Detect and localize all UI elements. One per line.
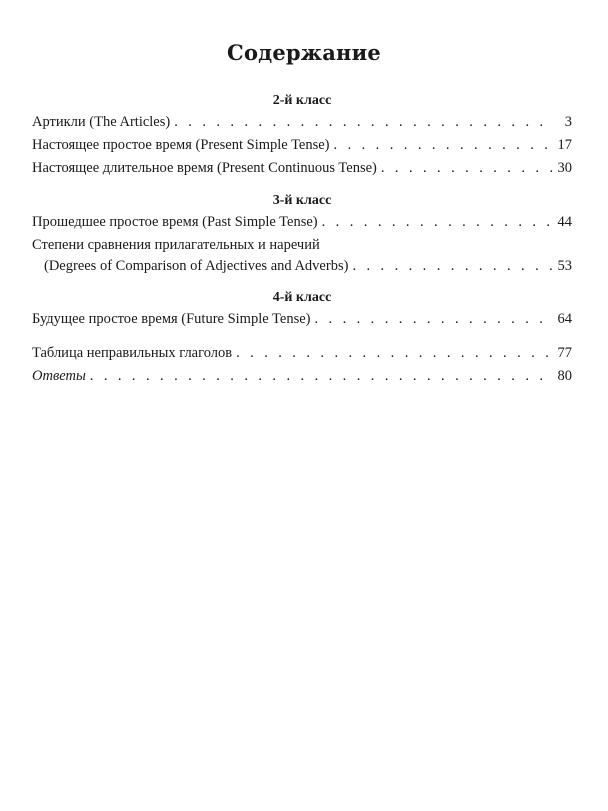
toc-entry-future-simple[interactable] [32,308,572,331]
toc-page-number: 44 [557,214,572,230]
toc-entry-title: Настоящее простое время (Present Simple Tense) [32,137,330,153]
toc-entry-title: Артикли (The Articles) [32,114,171,130]
toc-entry-title: Таблица неправильных глаголов [32,345,233,361]
spacer [32,331,572,342]
section-heading-grade-3: 3-й класс [272,193,332,208]
toc-entry-line2 [32,256,572,277]
dot-leader [236,342,553,365]
dot-leader [352,256,553,277]
dot-leader [90,365,554,388]
dot-leader [381,157,554,180]
toc-page-number: 3 [564,114,572,130]
toc-page-number: 53 [557,258,572,274]
section-heading-grade-4: 4-й класс [272,290,332,305]
toc-entry-title: Настоящее длительное время (Present Continuous Tense) [32,160,377,176]
toc-entry-title-line1: Степени сравнения прилагательных и наречий [32,237,320,253]
page-title: Содержание [227,40,381,65]
toc-entry-title: Будущее простое время (Future Simple Tense) [32,311,311,327]
toc-entry-articles[interactable] [32,111,572,134]
toc-page-number: 64 [557,311,572,327]
toc-page-number: 77 [557,345,572,361]
dot-leader [322,211,554,234]
toc-entry-present-simple[interactable] [32,134,572,157]
toc-entry-title: Прошедшее простое время (Past Simple Tense) [32,214,318,230]
toc-entry-title-line2: (Degrees of Comparison of Adjectives and Adverbs) [44,258,349,274]
dot-leader [174,111,554,134]
table-of-contents [32,91,572,388]
dot-leader [334,134,554,157]
toc-entry-degrees-of-comparison[interactable] [32,235,572,277]
dot-leader [314,308,553,331]
toc-page-number: 30 [557,160,572,176]
toc-entry-present-continuous[interactable] [32,157,572,180]
toc-page-number: 80 [557,368,572,384]
toc-page-number: 17 [557,137,572,153]
toc-entry-answers[interactable] [32,365,572,388]
section-heading-grade-2: 2-й класс [272,93,332,108]
toc-entry-irregular-verbs[interactable] [32,342,572,365]
toc-entry-title: Ответы [32,368,86,384]
toc-entry-past-simple[interactable] [32,211,572,234]
